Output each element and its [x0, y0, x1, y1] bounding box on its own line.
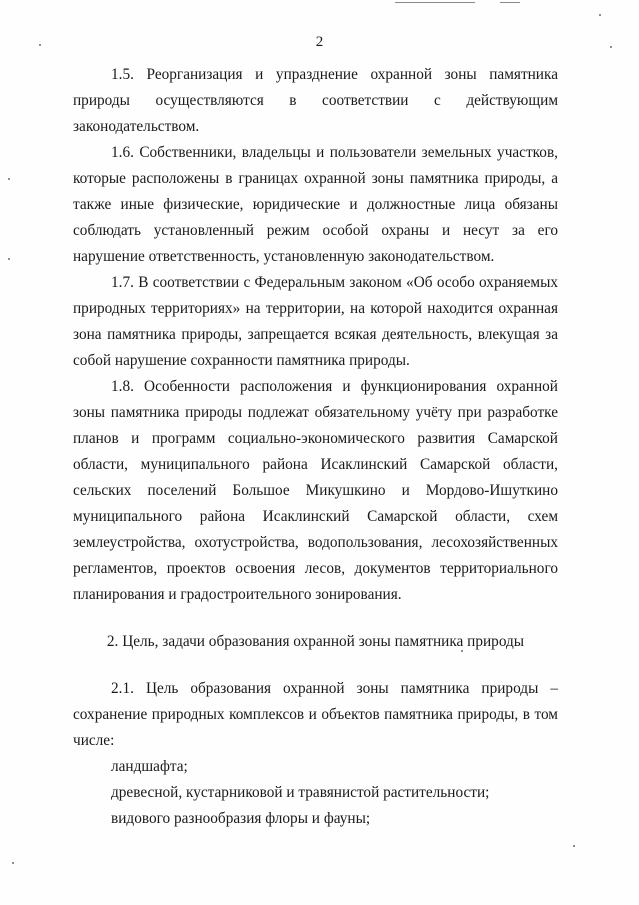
scan-speck — [599, 14, 601, 16]
paragraph-1-7: 1.7. В соответствии с Федеральным законом «Об особо охраняемых природных территориях» на территории, на которой находится охранная зона памятника природы, запрещается всякая деятельность, влекущая за собой нарушение сохранности памятника природы. — [73, 274, 558, 369]
section-2-heading: 2. Цель, задачи образования охранной зоны памятника природы — [106, 633, 525, 650]
scan-speck — [8, 258, 10, 260]
paragraph-1-5: 1.5. Реорганизация и упразднение охранной зоны памятника природы осуществляются в соответствии с действующим законодательством. — [73, 66, 558, 135]
scan-edge-line — [395, 2, 475, 3]
paragraph-1-8: 1.8. Особенности расположения и функционирования охранной зоны памятника природы подлежат обязательному учёту при разработке планов и программ социально-экономического развития Самарской области, муниципального района Исаклинский Самарской области, сельских поселений Большое Микушкино и Мордово-Ишуткино муниципального района Исаклинский Самарской области, схем землеустройства, охотустройства, водопользования, лесохозяйственных регламентов, проектов освоения лесов, документов территориального планирования и градостроительного зонирования. — [73, 378, 558, 603]
list-item: древесной, кустарниковой и травянистой растительности; — [111, 784, 490, 801]
list-item: ландшафта; — [111, 758, 188, 775]
scan-speck — [8, 178, 10, 180]
scan-edge-line — [500, 2, 520, 3]
scan-speck — [573, 845, 575, 847]
scan-speck — [12, 862, 14, 864]
document-body — [73, 62, 558, 832]
paragraph-1-6: 1.6. Собственники, владельцы и пользователи земельных участков, которые расположены в границах охранной зоны памятника природы, а также иные физические, юридические и должностные лица обязаны соблюдать установленный режим особой охраны и несут за его нарушение ответственность, установленную законодательством. — [73, 144, 558, 265]
paragraph-2-1: 2.1. Цель образования охранной зоны памятника природы – сохранение природных комплексов и объектов памятника природы, в том числе: — [73, 680, 558, 749]
page-number: 2 — [315, 34, 324, 50]
list-item: видового разнообразия флоры и фауны; — [111, 810, 371, 827]
